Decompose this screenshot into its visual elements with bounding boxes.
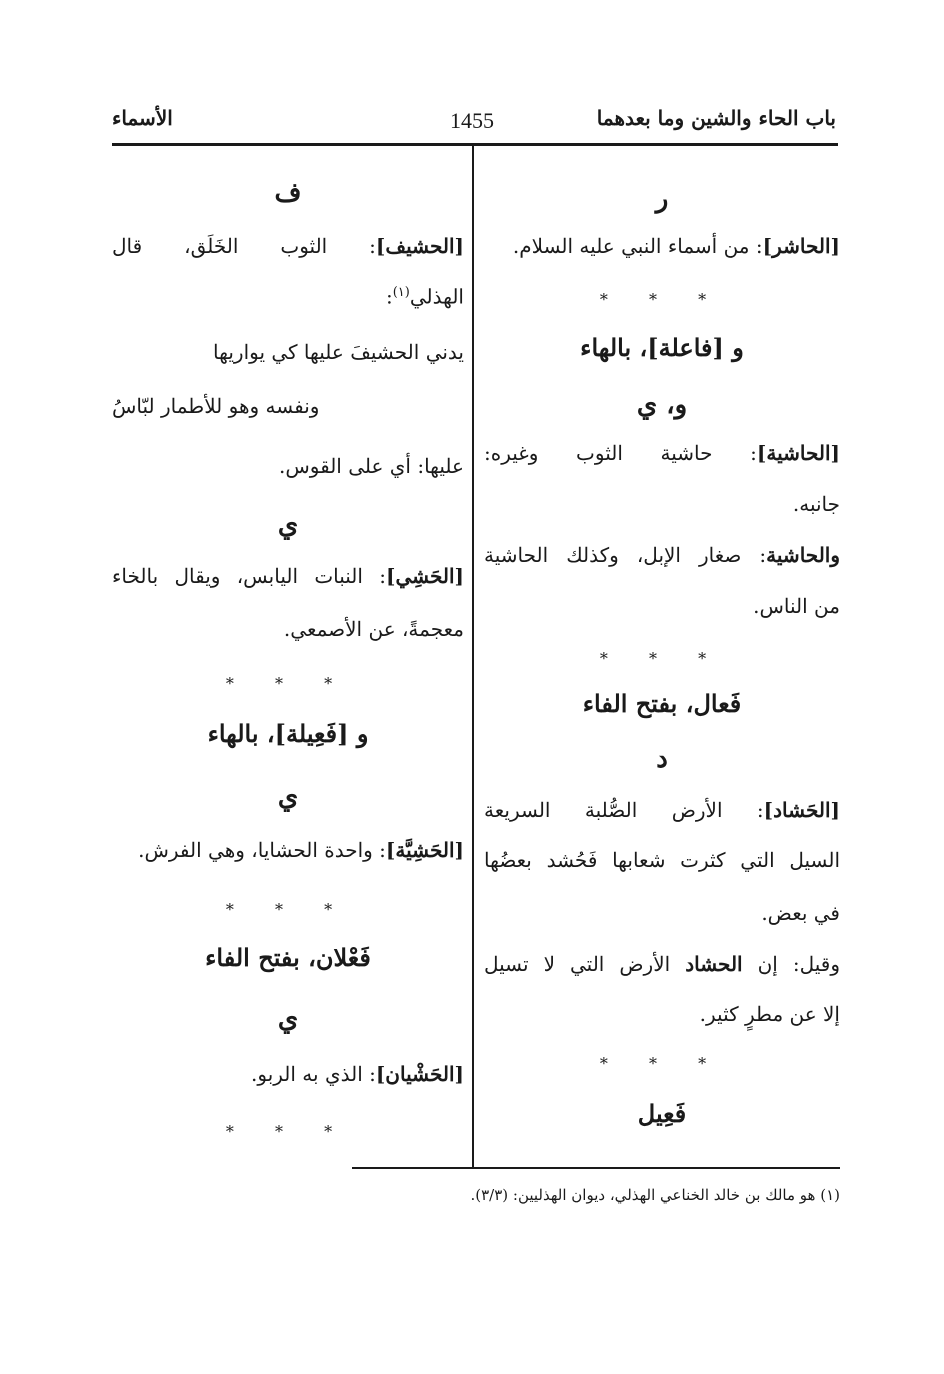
section-separator: * * * bbox=[599, 1054, 725, 1073]
verse-second-half: ونفسه وهو للأطمار لبّاسُ bbox=[112, 394, 320, 418]
entry-definition: : حاشية الثوب وغيره: bbox=[484, 441, 757, 465]
section-separator: * * * bbox=[225, 1122, 351, 1141]
entry-continuation: إلا عن مطرٍ كثير. bbox=[699, 1002, 840, 1026]
entry-continuation: في بعض. bbox=[761, 901, 840, 925]
chapter-title: باب الحاء والشين وما بعدهما bbox=[596, 106, 836, 130]
entry-continuation bbox=[386, 286, 464, 307]
entry-line bbox=[112, 236, 464, 256]
root-letter-heading: ر bbox=[655, 184, 669, 214]
footnote-rule bbox=[352, 1167, 840, 1169]
entry-definition: الأرض التي لا تسيل bbox=[484, 952, 686, 976]
header-rule bbox=[112, 143, 838, 146]
entry-term: [الحَشِي] bbox=[386, 564, 464, 588]
entry-line bbox=[251, 1064, 464, 1084]
entry-continuation: السيل التي كثرت شعابها فَحُشد بعضُها bbox=[484, 848, 840, 872]
entry-definition: : واحدة الحشايا، وهي الفرش. bbox=[138, 838, 386, 862]
footnote-marker: (١) bbox=[392, 285, 410, 300]
page-number: 1455 bbox=[450, 108, 494, 133]
page-header bbox=[112, 100, 836, 140]
entry-line bbox=[484, 545, 840, 565]
pattern-heading: فَعْلان، بفتح الفاء bbox=[205, 943, 371, 972]
verse-first-half: يدني الحشيفَ عليها كي يواريها bbox=[213, 340, 464, 364]
entry-term: [الحشيف] bbox=[375, 234, 464, 258]
root-letter-heading: ي bbox=[277, 510, 299, 540]
section-title: الأسماء bbox=[112, 106, 173, 130]
root-letter-heading: د bbox=[656, 744, 668, 774]
entry-line bbox=[112, 566, 464, 586]
entry-definition: : النبات اليابس، ويقال بالخاء bbox=[112, 564, 386, 588]
column-divider bbox=[472, 146, 474, 1168]
entry-term: [الحاشية] bbox=[756, 441, 840, 465]
entry-definition: : صغار الإبل، وكذلك الحاشية bbox=[484, 543, 767, 567]
poet-name: الهذلي bbox=[409, 284, 464, 309]
entry-term: والحاشية bbox=[766, 543, 840, 567]
entry-definition: : الذي به الربو. bbox=[251, 1062, 376, 1086]
entry-line bbox=[513, 236, 840, 256]
entry-text: وقيل: إن bbox=[742, 952, 840, 976]
pattern-heading: فَعال، بفتح الفاء bbox=[582, 689, 742, 718]
root-letter-heading: ي bbox=[277, 782, 299, 812]
entry-line bbox=[138, 840, 464, 860]
entry-term: [الحَشْيان] bbox=[375, 1062, 464, 1086]
entry-continuation: عليها: أي على القوس. bbox=[278, 454, 464, 478]
colon: : bbox=[385, 284, 393, 309]
entry-term: [الحَشاد] bbox=[763, 798, 840, 822]
entry-term: [الحَشِيَّة] bbox=[385, 838, 464, 862]
section-separator: * * * bbox=[599, 290, 725, 309]
entry-continuation: جانبه. bbox=[792, 492, 840, 516]
pattern-heading: و [فاعلة]، بالهاء bbox=[580, 333, 744, 362]
entry-continuation: معجمةً، عن الأصمعي. bbox=[283, 617, 464, 641]
entry-line bbox=[484, 800, 840, 820]
pattern-heading: فَعِيل bbox=[637, 1099, 687, 1128]
entry-term: [الحاشر] bbox=[762, 234, 840, 258]
entry-line bbox=[484, 954, 840, 974]
entry-continuation: من الناس. bbox=[753, 594, 840, 618]
pattern-heading: و [فَعِيلة]، بالهاء bbox=[207, 719, 369, 748]
root-letter-heading: و، ي bbox=[636, 390, 688, 420]
entry-line bbox=[484, 443, 840, 463]
entry-definition: : الأرض الصُّلبة السريعة bbox=[484, 798, 764, 822]
entry-definition: : من أسماء النبي عليه السلام. bbox=[512, 234, 763, 258]
section-separator: * * * bbox=[599, 649, 725, 668]
entry-definition: : الثوب الخَلَق، قال bbox=[112, 234, 376, 258]
section-separator: * * * bbox=[225, 674, 351, 693]
root-letter-heading: ف bbox=[274, 178, 302, 208]
entry-term: الحشاد bbox=[685, 952, 743, 976]
section-separator: * * * bbox=[225, 900, 351, 919]
footnote: (١) هو مالك بن خالد الخناعي الهذلي، ديوان الهذليين: (٣/٣). bbox=[470, 1186, 840, 1204]
root-letter-heading: ي bbox=[277, 1004, 299, 1034]
